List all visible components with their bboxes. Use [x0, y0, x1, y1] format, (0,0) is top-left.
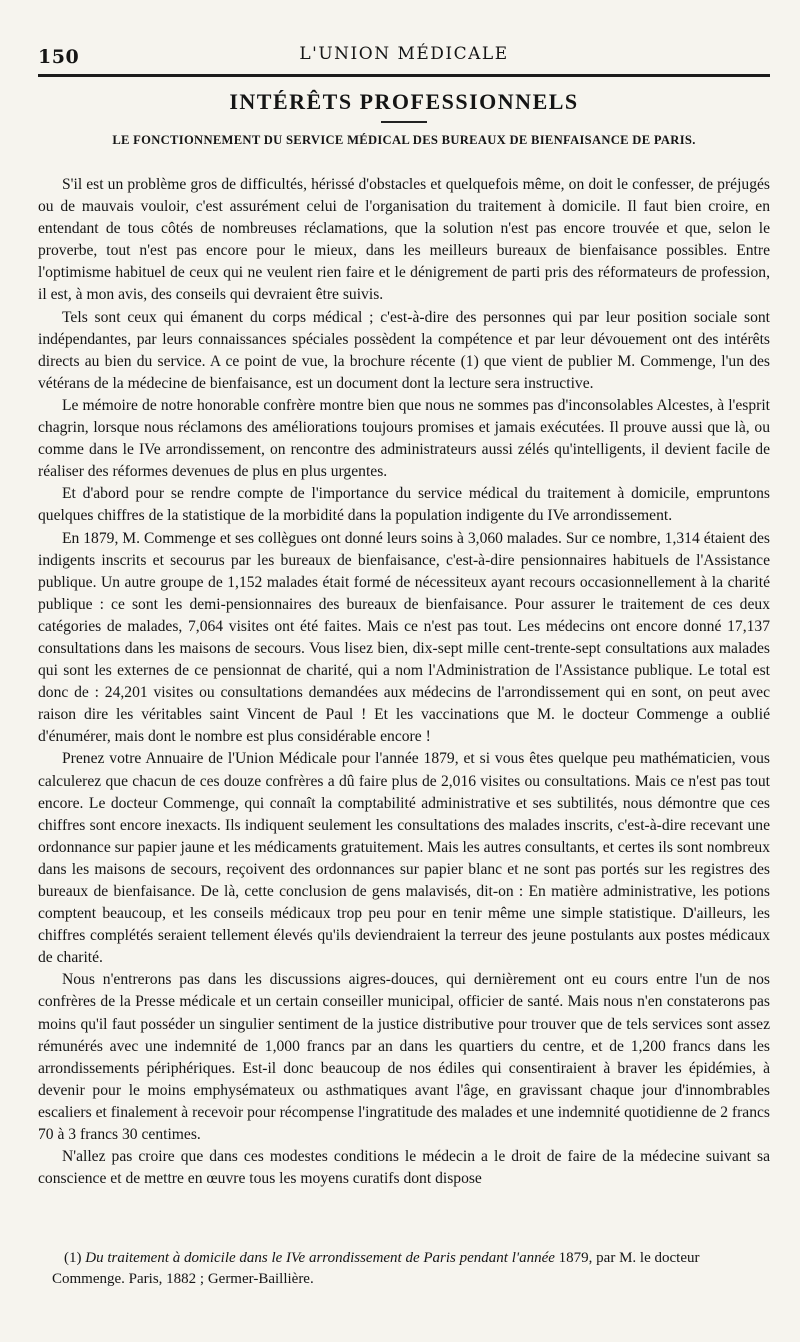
paragraph: Nous n'entrerons pas dans les discussions aigres-douces, qui dernièrement ont eu cours entre l'un de nos confrères de la Presse médicale et un certain conseiller municipal, officier de santé. Mais nous n'en constaterons pas moins qu'il faut posséder un singulier sentiment de la justice distributive pour trouver que de tels services sont assez rémunérés avec une indemnité de 1,000 francs par an dans les quartiers du centre, et de 1,200 francs dans les arrondissements périphériques. Est-il donc beaucoup de nos édiles qui consentiraient à braver les épidémies, à devenir pour le moins emphysémateux ou asthmatiques avant l'âge, en gravissant chaque jour d'innombrables escaliers et finalement à recevoir pour récompense l'ingratitude des malades et une indemnité quotidienne de 2 francs 70 à 3 francs 30 centimes.: [38, 971, 770, 1144]
paragraph: Le mémoire de notre honorable confrère montre bien que nous ne sommes pas d'inconsolables Alcestes, à l'esprit chagrin, lorsque nous réclamons des améliorations toujours promises et jamais exécutées. Il prouve aussi que là, ou comme dans le IVe arrondissement, on rencontre des administrateurs aussi zélés qu'intelligents, il devient facile de réaliser des réformes devenues de plus en plus urgentes.: [38, 396, 770, 481]
running-head: [38, 38, 770, 72]
paragraph: Et d'abord pour se rendre compte de l'importance du service médical du traitement à domicile, empruntons quelques chiffres de la statistique de la morbidité dans la population indigente du IVe arrondissement.: [38, 485, 770, 525]
article-subtitle: LE FONCTIONNEMENT DU SERVICE MÉDICAL DES BUREAUX DE BIENFAISANCE DE PARIS.: [112, 133, 696, 147]
footnote-year: 1879: [558, 1250, 589, 1266]
section-title: INTÉRÊTS PROFESSIONNELS: [229, 89, 579, 114]
paragraph: S'il est un problème gros de difficultés, hérissé d'obstacles et quelquefois même, on doit le confesser, de préjugés ou de mauvais vouloir, c'est assurément celui de l'organisation du traitement à domicile. Il faut bien croire, en entendant de tous côtés de nombreuses réclamations, que la solution n'est pas encore trouvée et que, selon le proverbe, tout n'est pas encore pour le mieux, dans les meilleurs bureaux de bienfaisance possibles. Entre l'optimisme habituel de ceux qui ne veulent rien faire et le dénigrement de parti pris des réformateurs de profession, il est, à mon avis, des conseils qui devraient être suivis.: [38, 176, 770, 304]
journal-title: L'UNION MÉDICALE: [299, 44, 509, 64]
footnote-source: , par M. le docteur Commenge. Paris, 1882 ; Germer-Baillière.: [52, 1250, 700, 1287]
footnote: [52, 1248, 770, 1290]
article-body: [38, 174, 770, 1190]
paragraph: Tels sont ceux qui émanent du corps médical ; c'est-à-dire des personnes qui par leur position sociale sont indépendantes, par leurs connaissances spéciales possèdent la compétence et par leur dévouement ont des intérêts directs au bien du service. A ce point de vue, la brochure récente (1) que vient de publier M. Commenge, l'un des vétérans de la médecine de bienfaisance, est un document dont la lecture sera instructive.: [38, 308, 770, 392]
paragraph: Prenez votre Annuaire de l'Union Médicale pour l'année 1879, et si vous êtes quelque peu mathématicien, vous calculerez que chacun de ces douze confrères a dû faire plus de 2,016 visites ou consultations. Mais ce n'est pas tout encore. Le docteur Commenge, qui connaît la comptabilité administrative et ses subtilités, nous démontre que ces chiffres sont encore inexacts. Ils indiquent seulement les consultations des malades inscrits, c'est-à-dire recevant une ordonnance sur papier jaune et les médicaments gratuitement. Mais les autres consultants, et certes ils sont nombreux dans les maisons de secours, reçoivent des ordonnances sur papier blanc et ne sont pas portés sur les registres des bureaux de bienfaisance. De là, cette conclusion de gens malavisés, dit-on : En matière administrative, les potions comptent beaucoup, et les conseils médicaux trop peu pour en tenir même une simple statistique. D'ailleurs, les chiffres complétés seraient tellement élevés qu'ils deviendraient la terreur des jeune postulants aux postes médicaux de charité.: [38, 750, 770, 967]
paragraph: En 1879, M. Commenge et ses collègues ont donné leurs soins à 3,060 malades. Sur ce nombre, 1,314 étaient des indigents inscrits et secourus par les bureaux de bienfaisance, c'est-à-dire pensionnaires habituels de l'Assistance publique. Un autre groupe de 1,152 malades était formé de nécessiteux ayant recours occasionnellement à la charité publique : ce sont les demi-pensionnaires des bureaux de bienfaisance. Pour assurer le traitement de ces deux catégories de malades, 7,064 visites ont été faites. Mais ce n'est pas tout. Les médecins ont encore donné 17,137 consultations dans les maisons de secours. Vous lisez bien, dix-sept mille cent-trente-sept consultations aux malades qui sont les externes de ce pensionnat de charité, qui a nom l'Administration de l'Assistance publique. Le total est donc de : 24,201 visites ou consultations demandées aux médecins de l'arrondissement qui en sont, on peut avec raison dire les véritables saint Vincent de Paul ! Et les vaccinations que M. le docteur Commenge a oublié d'énumérer, mais dont le nombre est plus considérable encore !: [38, 529, 770, 746]
title-rule: [381, 121, 427, 123]
paragraph: N'allez pas croire que dans ces modestes conditions le médecin a le droit de faire de la médecine suivant sa conscience et de mettre en œuvre tous les moyens curatifs dont dispose: [38, 1148, 770, 1188]
footnote-title: Du traitement à domicile dans le IVe arrondissement de Paris pendant l'année: [85, 1250, 555, 1266]
page-number: 150: [38, 46, 80, 68]
footnote-marker: (1): [64, 1250, 82, 1266]
header-rule: [38, 74, 770, 77]
